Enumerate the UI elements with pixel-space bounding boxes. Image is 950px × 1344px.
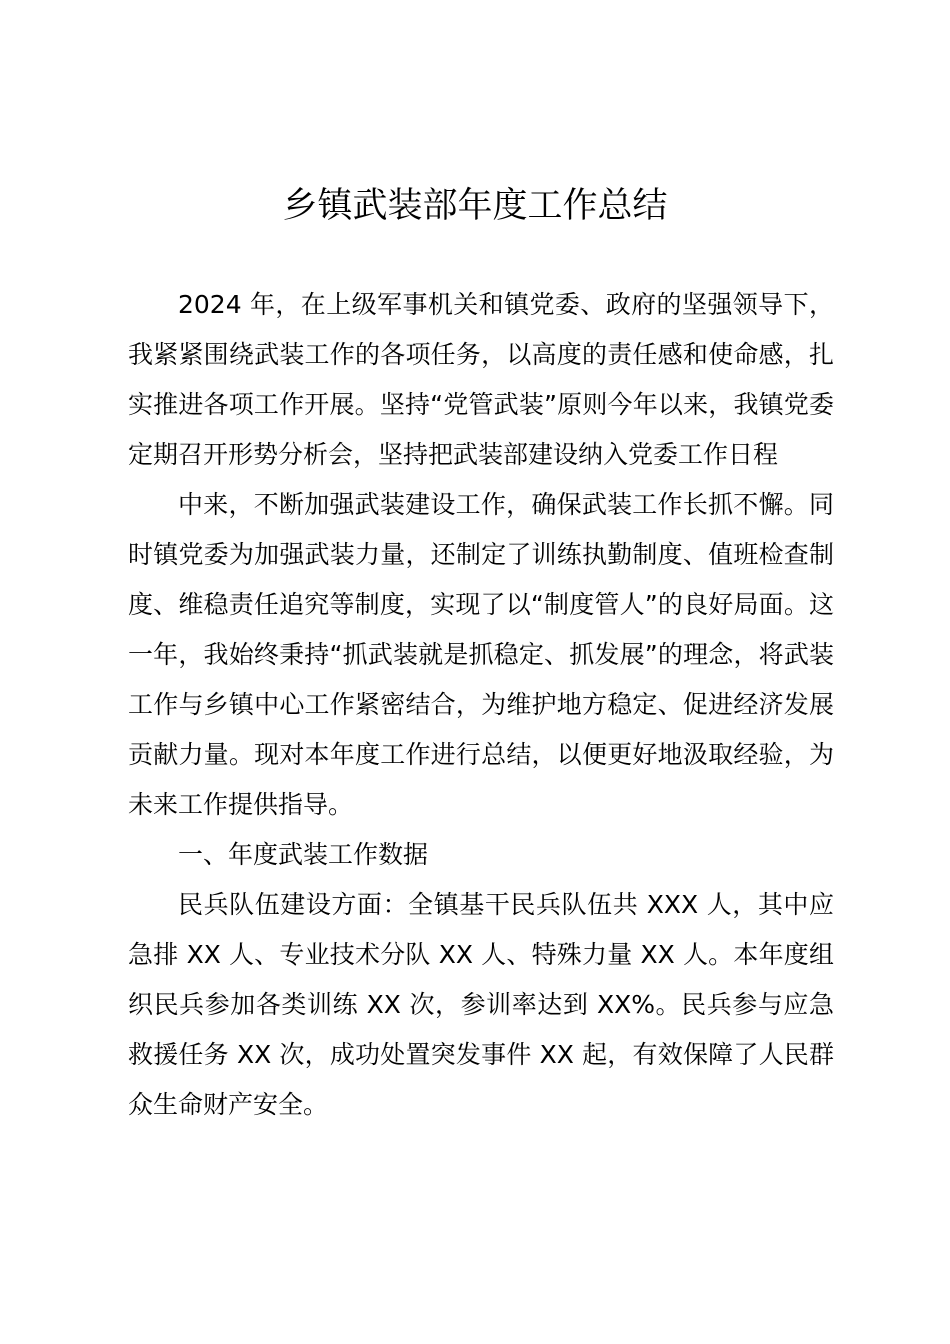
paragraph-continuation: 中来，不断加强武装建设工作，确保武装工作长抓不懈。同时镇党委为加强武装力量，还制定了训练执勤制度、值班检查制度、维稳责任追究等制度，实现了以“制度管人”的良好局面。这一年，我始终秉持“抓武装就是抓稳定、抓发展”的理念，将武装工作与乡镇中心工作紧密结合，为维护地方稳定、促进经济发展贡献力量。现对本年度工作进行总结，以便更好地汲取经验，为未来工作提供指导。: [128, 490, 834, 819]
document-body: [128, 280, 834, 1130]
section-heading: 一、年度武装工作数据: [178, 840, 429, 869]
paragraph-militia-data: 民兵队伍建设方面：全镇基干民兵队伍共 XXX 人，其中应急排 XX 人、专业技术分队 XX 人、特殊力量 XX 人。本年度组织民兵参加各类训练 XX 次，参训率达到 XX%。民兵参与应急救援任务 XX 次，成功处置突发事件 XX 起，有效保障了人民群众生命财产安全。: [128, 890, 834, 1119]
paragraph-intro: 2024 年，在上级军事机关和镇党委、政府的坚强领导下，我紧紧围绕武装工作的各项任务，以高度的责任感和使命感，扎实推进各项工作开展。坚持“党管武装”原则今年以来，我镇党委定期召开形势分析会，坚持把武装部建设纳入党委工作日程: [128, 290, 834, 469]
document-title: 乡镇武装部年度工作总结: [282, 186, 668, 226]
